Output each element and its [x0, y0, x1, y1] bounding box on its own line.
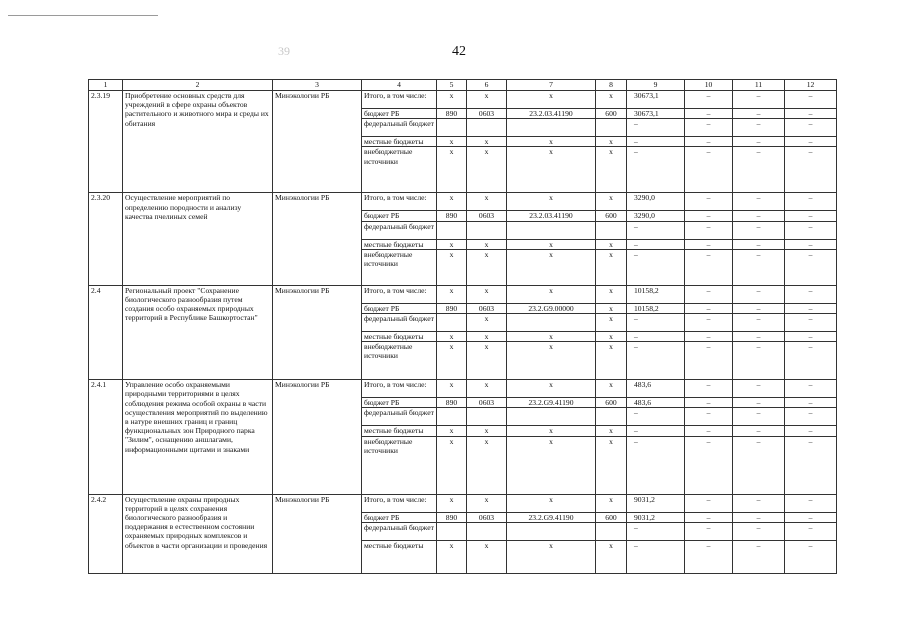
value-c6 — [467, 408, 507, 426]
value-c8: х — [596, 380, 627, 398]
header-cell: 11 — [733, 80, 785, 91]
value-c11: – — [733, 494, 785, 512]
value-c5: 890 — [437, 109, 467, 119]
value-c6: х — [467, 249, 507, 285]
value-c8: х — [596, 147, 627, 193]
value-c6: х — [467, 137, 507, 147]
item-code: 2.3.19 — [89, 91, 123, 193]
item-name: Осуществление мероприятий по определению породности и анализу качества пчелиных семей — [123, 193, 273, 285]
value-c9: 10158,2 — [627, 285, 685, 303]
value-c5 — [437, 314, 467, 332]
value-c10: – — [685, 211, 733, 221]
funding-source: Итого, в том числе: — [362, 91, 437, 109]
value-c7: 23.2.G9.41190 — [507, 398, 596, 408]
value-c11: – — [733, 285, 785, 303]
value-c6: х — [467, 540, 507, 573]
value-c10: – — [685, 303, 733, 313]
value-c6: х — [467, 426, 507, 436]
funding-source: внебюджетные источники — [362, 436, 437, 494]
item-code: 2.4.1 — [89, 380, 123, 494]
funding-source: местные бюджеты — [362, 540, 437, 573]
value-c6: х — [467, 494, 507, 512]
value-c8: 600 — [596, 398, 627, 408]
funding-source: Итого, в том числе: — [362, 285, 437, 303]
value-c9: – — [627, 332, 685, 342]
value-c9: – — [627, 147, 685, 193]
funding-source: федеральный бюджет — [362, 522, 437, 540]
value-c10: – — [685, 426, 733, 436]
value-c8: х — [596, 426, 627, 436]
item-name: Осуществление охраны природных территорий в целях сохранения биологического разнообразия и поддержания в естественном состоянии охраняемых природных комплексов и объектов в части организации и проведения — [123, 494, 273, 573]
value-c5: 890 — [437, 211, 467, 221]
value-c6: 0603 — [467, 512, 507, 522]
value-c9: – — [627, 540, 685, 573]
value-c8 — [596, 408, 627, 426]
value-c7: х — [507, 494, 596, 512]
header-cell: 7 — [507, 80, 596, 91]
item-name: Приобретение основных средств для учреждений в сфере охраны объектов растительного и животного мира и среды их обитания — [123, 91, 273, 193]
value-c11: – — [733, 522, 785, 540]
value-c12: – — [785, 211, 837, 221]
header-cell: 9 — [627, 80, 685, 91]
value-c8: х — [596, 285, 627, 303]
value-c10: – — [685, 512, 733, 522]
value-c7: х — [507, 249, 596, 285]
value-c11: – — [733, 249, 785, 285]
value-c8: х — [596, 249, 627, 285]
value-c5: х — [437, 494, 467, 512]
value-c9: – — [627, 522, 685, 540]
value-c7 — [507, 408, 596, 426]
value-c8: х — [596, 494, 627, 512]
header-cell: 3 — [273, 80, 362, 91]
value-c11: – — [733, 221, 785, 239]
funding-source: федеральный бюджет — [362, 314, 437, 332]
header-row — [89, 80, 837, 91]
value-c8: х — [596, 193, 627, 211]
value-c10: – — [685, 408, 733, 426]
funding-source: местные бюджеты — [362, 137, 437, 147]
value-c12: – — [785, 332, 837, 342]
value-c10: – — [685, 342, 733, 380]
value-c9: – — [627, 426, 685, 436]
value-c9: 9031,2 — [627, 512, 685, 522]
value-c10: – — [685, 91, 733, 109]
item-executor: Минэкологии РБ — [273, 380, 362, 494]
value-c8: х — [596, 436, 627, 494]
value-c6: х — [467, 239, 507, 249]
value-c7: х — [507, 239, 596, 249]
value-c9: 3290,0 — [627, 193, 685, 211]
value-c12: – — [785, 137, 837, 147]
value-c9: 30673,1 — [627, 91, 685, 109]
header-cell: 8 — [596, 80, 627, 91]
value-c6: х — [467, 285, 507, 303]
header-cell: 12 — [785, 80, 837, 91]
value-c12: – — [785, 221, 837, 239]
header-cell: 6 — [467, 80, 507, 91]
value-c5: х — [437, 380, 467, 398]
value-c7: х — [507, 332, 596, 342]
value-c7 — [507, 522, 596, 540]
value-c10: – — [685, 540, 733, 573]
value-c12: – — [785, 249, 837, 285]
value-c8: х — [596, 342, 627, 380]
value-c6: х — [467, 147, 507, 193]
value-c7: х — [507, 285, 596, 303]
budget-table — [88, 79, 837, 574]
header-cell: 4 — [362, 80, 437, 91]
item-code: 2.4.2 — [89, 494, 123, 573]
value-c5 — [437, 522, 467, 540]
value-c9: – — [627, 137, 685, 147]
value-c5: х — [437, 436, 467, 494]
value-c6: х — [467, 332, 507, 342]
value-c8 — [596, 119, 627, 137]
funding-source: федеральный бюджет — [362, 408, 437, 426]
value-c7: х — [507, 342, 596, 380]
value-c7: 23.2.03.41190 — [507, 109, 596, 119]
value-c6: 0603 — [467, 109, 507, 119]
value-c7: х — [507, 193, 596, 211]
value-c11: – — [733, 239, 785, 249]
value-c10: – — [685, 249, 733, 285]
value-c12: – — [785, 314, 837, 332]
funding-source: бюджет РБ — [362, 512, 437, 522]
value-c10: – — [685, 398, 733, 408]
faint-stamp: 39 — [278, 44, 290, 58]
value-c10: – — [685, 137, 733, 147]
item-executor: Минэкологии РБ — [273, 193, 362, 285]
value-c12: – — [785, 398, 837, 408]
value-c5 — [437, 408, 467, 426]
value-c8: х — [596, 303, 627, 313]
value-c5: х — [437, 147, 467, 193]
value-c5: х — [437, 342, 467, 380]
header-cell: 5 — [437, 80, 467, 91]
value-c12: – — [785, 380, 837, 398]
value-c12: – — [785, 522, 837, 540]
value-c11: – — [733, 512, 785, 522]
value-c9: 3290,0 — [627, 211, 685, 221]
value-c8: х — [596, 332, 627, 342]
value-c8: 600 — [596, 512, 627, 522]
item-executor: Минэкологии РБ — [273, 91, 362, 193]
value-c5: 890 — [437, 398, 467, 408]
value-c7: 23.2.03.41190 — [507, 211, 596, 221]
value-c11: – — [733, 540, 785, 573]
value-c9: – — [627, 408, 685, 426]
funding-source: бюджет РБ — [362, 398, 437, 408]
value-c11: – — [733, 436, 785, 494]
value-c9: 10158,2 — [627, 303, 685, 313]
value-c9: – — [627, 249, 685, 285]
value-c12: – — [785, 512, 837, 522]
value-c9: – — [627, 436, 685, 494]
value-c11: – — [733, 109, 785, 119]
value-c6: х — [467, 380, 507, 398]
value-c12: – — [785, 147, 837, 193]
value-c10: – — [685, 494, 733, 512]
value-c11: – — [733, 119, 785, 137]
value-c8: 600 — [596, 211, 627, 221]
value-c7 — [507, 119, 596, 137]
funding-source: местные бюджеты — [362, 239, 437, 249]
value-c7: х — [507, 147, 596, 193]
value-c7: 23.2.G9.41190 — [507, 512, 596, 522]
funding-source: внебюджетные источники — [362, 342, 437, 380]
value-c7: х — [507, 91, 596, 109]
value-c5 — [437, 221, 467, 239]
item-executor: Минэкологии РБ — [273, 494, 362, 573]
value-c12: – — [785, 436, 837, 494]
value-c7: х — [507, 426, 596, 436]
value-c10: – — [685, 221, 733, 239]
value-c12: – — [785, 285, 837, 303]
funding-source: федеральный бюджет — [362, 221, 437, 239]
item-executor: Минэкологии РБ — [273, 285, 362, 379]
value-c9: – — [627, 221, 685, 239]
value-c11: – — [733, 147, 785, 193]
value-c11: – — [733, 211, 785, 221]
value-c9: – — [627, 342, 685, 380]
header-cell: 2 — [123, 80, 273, 91]
item-code: 2.4 — [89, 285, 123, 379]
value-c5: х — [437, 137, 467, 147]
value-c6 — [467, 522, 507, 540]
value-c6: 0603 — [467, 211, 507, 221]
value-c6: х — [467, 342, 507, 380]
top-rule — [8, 15, 158, 16]
funding-source: местные бюджеты — [362, 426, 437, 436]
value-c11: – — [733, 314, 785, 332]
value-c11: – — [733, 398, 785, 408]
value-c8: х — [596, 91, 627, 109]
value-c12: – — [785, 342, 837, 380]
value-c11: – — [733, 380, 785, 398]
value-c8: х — [596, 314, 627, 332]
value-c11: – — [733, 408, 785, 426]
value-c10: – — [685, 332, 733, 342]
funding-source: Итого, в том числе: — [362, 494, 437, 512]
value-c12: – — [785, 239, 837, 249]
value-c5: 890 — [437, 512, 467, 522]
value-c12: – — [785, 119, 837, 137]
funding-source: внебюджетные источники — [362, 249, 437, 285]
value-c5: х — [437, 426, 467, 436]
value-c5: х — [437, 332, 467, 342]
value-c10: – — [685, 193, 733, 211]
value-c5: х — [437, 285, 467, 303]
funding-source: внебюджетные источники — [362, 147, 437, 193]
value-c8: х — [596, 137, 627, 147]
table-body — [89, 80, 837, 574]
value-c8: 600 — [596, 109, 627, 119]
value-c12: – — [785, 540, 837, 573]
value-c11: – — [733, 193, 785, 211]
table-row — [89, 494, 837, 512]
value-c10: – — [685, 109, 733, 119]
table-row — [89, 285, 837, 303]
value-c11: – — [733, 332, 785, 342]
value-c10: – — [685, 285, 733, 303]
value-c9: – — [627, 119, 685, 137]
funding-source: бюджет РБ — [362, 109, 437, 119]
value-c12: – — [785, 303, 837, 313]
value-c6 — [467, 119, 507, 137]
funding-source: Итого, в том числе: — [362, 193, 437, 211]
value-c10: – — [685, 239, 733, 249]
value-c12: – — [785, 109, 837, 119]
item-name: Региональный проект "Сохранение биологического разнообразия путем создания особо охраняемых природных территорий в Республике Башкортостан" — [123, 285, 273, 379]
value-c5: х — [437, 91, 467, 109]
value-c9: 30673,1 — [627, 109, 685, 119]
table-row — [89, 193, 837, 211]
value-c5: х — [437, 540, 467, 573]
value-c11: – — [733, 303, 785, 313]
value-c7: х — [507, 137, 596, 147]
funding-source: бюджет РБ — [362, 303, 437, 313]
header-cell: 10 — [685, 80, 733, 91]
value-c11: – — [733, 137, 785, 147]
value-c7: х — [507, 436, 596, 494]
value-c5: 890 — [437, 303, 467, 313]
value-c10: – — [685, 436, 733, 494]
value-c8: х — [596, 540, 627, 573]
value-c9: 483,6 — [627, 380, 685, 398]
value-c12: – — [785, 193, 837, 211]
value-c6 — [467, 221, 507, 239]
value-c10: – — [685, 147, 733, 193]
value-c7 — [507, 221, 596, 239]
header-cell: 1 — [89, 80, 123, 91]
value-c6: 0603 — [467, 303, 507, 313]
value-c12: – — [785, 494, 837, 512]
value-c5 — [437, 119, 467, 137]
value-c8 — [596, 522, 627, 540]
value-c9: – — [627, 314, 685, 332]
value-c12: – — [785, 91, 837, 109]
page-number: 42 — [452, 44, 466, 59]
value-c11: – — [733, 91, 785, 109]
funding-source: Итого, в том числе: — [362, 380, 437, 398]
value-c10: – — [685, 119, 733, 137]
value-c12: – — [785, 426, 837, 436]
value-c6: 0603 — [467, 398, 507, 408]
value-c10: – — [685, 314, 733, 332]
table-row — [89, 380, 837, 398]
value-c7 — [507, 314, 596, 332]
value-c11: – — [733, 342, 785, 380]
value-c10: – — [685, 522, 733, 540]
value-c12: – — [785, 408, 837, 426]
value-c5: х — [437, 193, 467, 211]
value-c8: х — [596, 239, 627, 249]
value-c8 — [596, 221, 627, 239]
value-c9: 9031,2 — [627, 494, 685, 512]
value-c11: – — [733, 426, 785, 436]
table-row — [89, 91, 837, 109]
funding-source: федеральный бюджет — [362, 119, 437, 137]
value-c6: х — [467, 436, 507, 494]
value-c9: 483,6 — [627, 398, 685, 408]
funding-source: бюджет РБ — [362, 211, 437, 221]
value-c6: х — [467, 91, 507, 109]
value-c5: х — [437, 239, 467, 249]
value-c6: х — [467, 193, 507, 211]
item-name: Управление особо охраняемыми природными территориями в целях соблюдения режима особой охраны в части осуществления мероприятий по выделению в натуре внешних границ и границ функциональных зон Природного парка "Зилим", оснащению аншлагами, информационными щитами и знаками — [123, 380, 273, 494]
value-c7: х — [507, 380, 596, 398]
value-c6: х — [467, 314, 507, 332]
value-c7: х — [507, 540, 596, 573]
value-c9: – — [627, 239, 685, 249]
funding-source: местные бюджеты — [362, 332, 437, 342]
value-c10: – — [685, 380, 733, 398]
value-c7: 23.2.G9.00000 — [507, 303, 596, 313]
item-code: 2.3.20 — [89, 193, 123, 285]
value-c5: х — [437, 249, 467, 285]
